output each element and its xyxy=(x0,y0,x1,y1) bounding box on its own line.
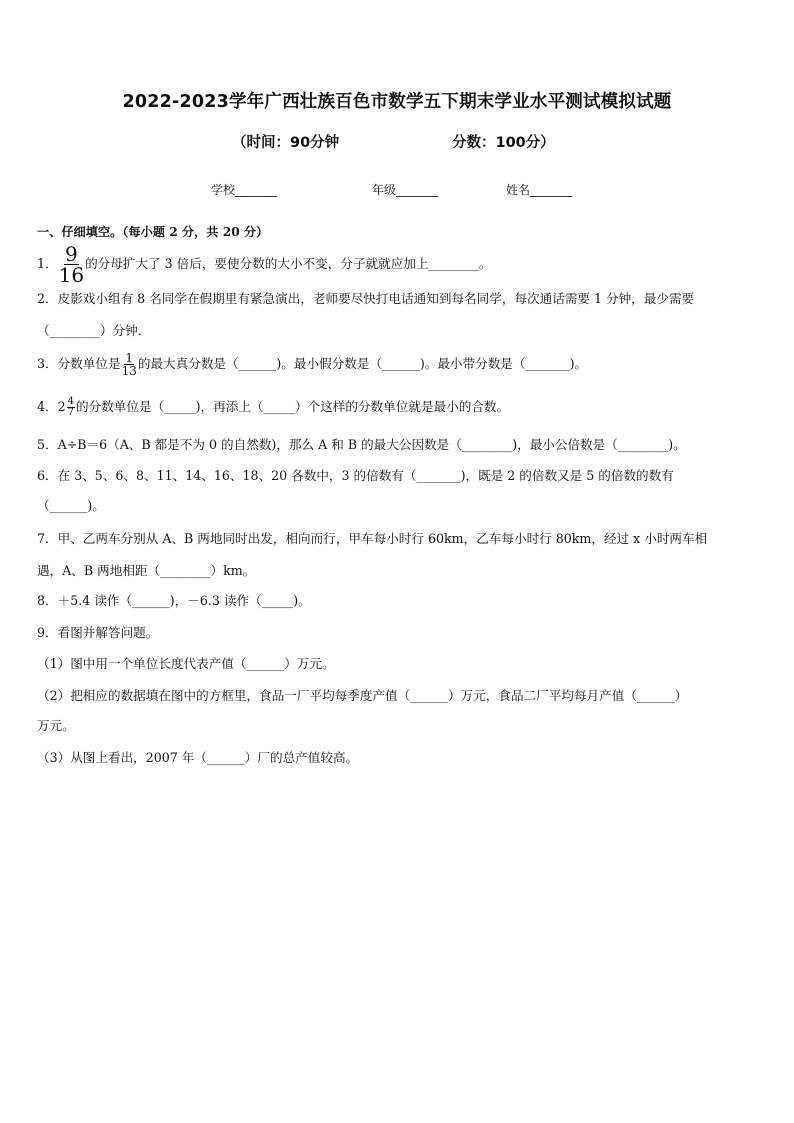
question-text: 的最大真分数是（______)。最小假分数是（______)。最小带分数是（_______)。 xyxy=(137,356,588,371)
question-6-line-1: 6．在 3、5、6、8、11、14、16、18、20 各数中，3 的倍数有（_______)，既是 2 的倍数又是 5 的倍数的数有 xyxy=(37,468,674,483)
section-heading: 一、仔细填空。（每小题 2 分，共 20 分） xyxy=(37,225,269,239)
page-title: 2022-2023学年广西壮族百色市数学五下期末学业水平测试模拟试题 xyxy=(122,92,672,112)
school-field: 学校_______ xyxy=(211,183,278,197)
question-4 xyxy=(37,397,509,418)
exam-time: （时间：90分钟 xyxy=(232,135,340,151)
question-7-line-2: 遇，A、B 两地相距（________）km。 xyxy=(37,563,256,578)
question-2-line-2: （________）分钟． xyxy=(37,323,151,338)
question-9-part-2-line-2: 万元。 xyxy=(37,718,75,733)
question-5: 5．A÷B＝6（A、B 都是不为 0 的自然数)，那么 A 和 B 的最大公因数是（________)，最小公倍数是（________)。 xyxy=(37,437,686,452)
grade-field: 年级_______ xyxy=(372,183,439,197)
question-9-heading: 9．看图并解答问题。 xyxy=(37,625,159,640)
question-2-line-1: 2．皮影戏小组有 8 名同学在假期里有紧急演出，老师要尽快打电话通知到每名同学，每次通话需要 1 分钟，最少需要 xyxy=(37,291,695,306)
question-9-part-3: （3）从图上看出，2007 年（______）厂的总产值较高。 xyxy=(37,750,359,765)
fraction-numerator: 4 xyxy=(67,396,74,407)
question-number: 4． xyxy=(37,399,58,414)
question-text: 3．分数单位是 xyxy=(37,356,121,371)
question-text: 的分数单位是（_____)，再添上（_____）个这样的分数单位就是最小的合数。 xyxy=(76,399,510,414)
fraction-4-7 xyxy=(67,397,75,418)
fraction-9-16 xyxy=(59,244,84,285)
question-number: 1． xyxy=(37,256,58,271)
fraction-numerator: 9 xyxy=(64,242,78,266)
question-text: 的分母扩大了 3 倍后，要使分数的大小不变，分子就就应加上________。 xyxy=(85,256,492,271)
fraction-1-13 xyxy=(122,352,137,377)
question-8: 8．＋5.4 读作（______)，－6.3 读作（_____)。 xyxy=(37,593,311,608)
exam-score: 分数：100分） xyxy=(452,135,555,151)
question-1 xyxy=(37,244,492,285)
question-9-part-1: （1）图中用一个单位长度代表产值（______）万元。 xyxy=(37,656,335,671)
mixed-number-whole: 2 xyxy=(57,399,66,414)
question-7-line-1: 7．甲、乙两车分别从 A、B 两地同时出发，相向而行，甲车每小时行 60km，乙车每小时行 80km，经过 x 小时两车相 xyxy=(37,531,708,546)
question-9-part-2-line-1: （2）把相应的数据填在图中的方框里，食品一厂平均每季度产值（______）万元，食品二厂平均每月产值（______） xyxy=(37,688,688,703)
fraction-denominator: 13 xyxy=(121,364,137,378)
question-3 xyxy=(37,352,587,377)
fraction-numerator: 1 xyxy=(125,351,134,365)
name-field: 姓名_______ xyxy=(506,183,573,197)
question-6-line-2: （______)。 xyxy=(37,498,105,513)
fraction-denominator: 7 xyxy=(67,407,74,418)
fraction-denominator: 16 xyxy=(58,263,85,287)
